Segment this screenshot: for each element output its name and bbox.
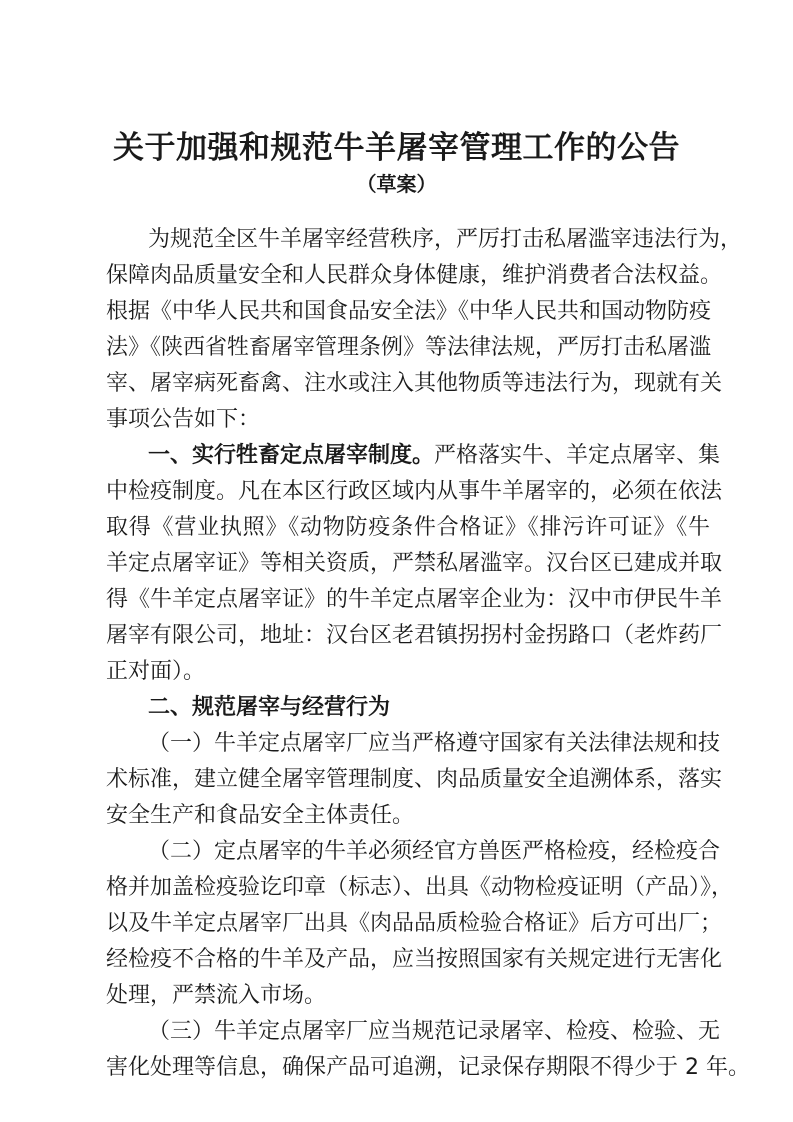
paragraph-line: 安全生产和食品安全主体责任。 <box>106 803 415 828</box>
paragraph-line: 正对面）。 <box>106 659 206 684</box>
section-2-heading: 二、规范屠宰与经营行为 <box>148 695 391 720</box>
paragraph-line: 格并加盖检疫验讫印章（标志）、出具《动物检疫证明（产品）》， <box>106 875 734 900</box>
paragraph-line: 术标准，建立健全屠宰管理制度、肉品质量安全追溯体系，落实 <box>106 767 723 792</box>
paragraph-line: 屠宰有限公司，地址：汉台区老君镇拐拐村金拐路口（老炸药厂 <box>106 623 723 648</box>
paragraph-line: 取得《营业执照》《动物防疫条件合格证》《排污许可证》《牛 <box>106 515 710 540</box>
section-1-line <box>148 438 721 474</box>
paragraph-line: 为规范全区牛羊屠宰经营秩序，严厉打击私屠滥宰违法行为， <box>148 227 743 252</box>
document-title: 关于加强和规范牛羊屠宰管理工作的公告 <box>113 130 680 166</box>
paragraph-line: 宰、屠宰病死畜禽、注水或注入其他物质等违法行为，现就有关 <box>106 371 723 396</box>
paragraph-line: 羊定点屠宰证》等相关资质，严禁私屠滥宰。汉台区已建成并取 <box>106 551 723 576</box>
paragraph-line: （二）定点屠宰的牛羊必须经官方兽医严格检疫，经检疫合 <box>148 839 721 864</box>
section-1-heading: 一、实行牲畜定点屠宰制度。 <box>148 443 435 468</box>
paragraph-line: 中检疫制度。凡在本区行政区域内从事牛羊屠宰的，必须在依法 <box>106 479 723 504</box>
paragraph-line: 根据《中华人民共和国食品安全法》《中华人民共和国动物防疫 <box>106 299 712 324</box>
document-subtitle: （草案） <box>356 172 437 196</box>
paragraph-line: 事项公告如下： <box>106 407 261 432</box>
paragraph-line: 以及牛羊定点屠宰厂出具《肉品品质检验合格证》后方可出厂； <box>106 911 723 936</box>
paragraph-line: 法》《陕西省牲畜屠宰管理条例》等法律法规，严厉打击私屠滥 <box>106 335 712 360</box>
paragraph-line: 经检疫不合格的牛羊及产品，应当按照国家有关规定进行无害化 <box>106 947 723 972</box>
paragraph-line: 得《牛羊定点屠宰证》的牛羊定点屠宰企业为：汉中市伊民牛羊 <box>106 587 723 612</box>
section-1-text: 严格落实牛、羊定点屠宰、集 <box>434 443 721 468</box>
paragraph-line: （一）牛羊定点屠宰厂应当严格遵守国家有关法律法规和技 <box>148 731 721 756</box>
paragraph-line: （三）牛羊定点屠宰厂应当规范记录屠宰、检疫、检验、无 <box>148 1019 721 1044</box>
paragraph-line: 害化处理等信息，确保产品可追溯，记录保存期限不得少于 2 年。 <box>106 1055 750 1080</box>
paragraph-line: 处理，严禁流入市场。 <box>106 983 327 1008</box>
paragraph-line: 保障肉品质量安全和人民群众身体健康，维护消费者合法权益。 <box>106 263 723 288</box>
